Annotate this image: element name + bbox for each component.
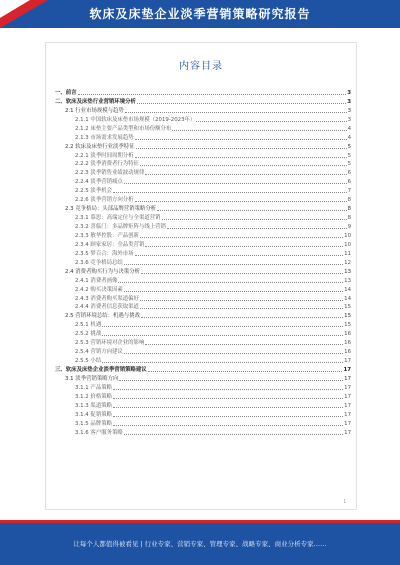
toc-entry-page: 4 (347, 134, 351, 141)
toc-title: 内容目录 (179, 61, 223, 72)
toc-entry[interactable] (55, 150, 351, 159)
toc-entry[interactable] (55, 284, 351, 293)
toc-dot-leader (145, 246, 343, 247)
toc-entry-text: 2.2.3 淡季销售业绩波动规律 (75, 170, 145, 177)
toc-entry-page: 3 (347, 116, 351, 123)
toc-entry-text: 2.4.3 消费者购买渠道偏好 (75, 295, 139, 302)
toc-entry-text: 2.2.2 淡季消费者行为特征 (75, 161, 139, 168)
toc-entry-text: 3.1.1 产品策略 (75, 384, 112, 391)
toc-entry[interactable] (55, 373, 351, 382)
toc-entry[interactable] (55, 114, 351, 123)
toc-dot-leader (124, 291, 343, 292)
toc-entry-page: 17 (344, 393, 351, 400)
toc-entry-text: 3.1.4 促销策略 (75, 411, 112, 418)
toc-entry-page: 6 (347, 179, 351, 186)
toc-entry[interactable] (55, 355, 351, 364)
toc-entry[interactable] (55, 319, 351, 328)
toc-entry-page: 3 (347, 107, 351, 114)
toc-dot-leader (125, 112, 347, 113)
toc-dot-leader (141, 273, 343, 274)
toc-entry[interactable] (55, 266, 351, 275)
toc-entry-page: 6 (347, 170, 351, 177)
toc-entry[interactable] (55, 123, 351, 132)
toc-entry-text: 2.3.6 竞争格局总结 (75, 259, 123, 266)
toc-dot-leader (113, 407, 343, 408)
toc-entry-text: 2.5.2 挑战 (75, 331, 102, 338)
footer-bar (0, 520, 400, 565)
toc-entry-text: 2.3.4 顾家家居：全品类营销 (75, 241, 145, 248)
toc-entry-page: 5 (347, 152, 351, 159)
toc-dot-leader (135, 139, 347, 140)
toc-entry-text: 2.4.1 消费者画像 (75, 277, 118, 284)
toc-dot-leader (172, 130, 346, 131)
toc-entry[interactable] (55, 105, 351, 114)
toc-entry-text: 2.3.5 梦百合：海外市场 (75, 250, 134, 257)
toc-entry-page: 15 (344, 304, 351, 311)
toc-entry[interactable] (55, 275, 351, 284)
toc-entry-text: 2.3 竞争格局：头部品牌营销策略分析 (65, 206, 157, 213)
toc-entry-text: 2.5.1 机遇 (75, 322, 102, 329)
toc-entry[interactable] (55, 409, 351, 418)
toc-entry-text: 2.3.3 敏华控股：产品创新 (75, 232, 139, 239)
toc-dot-leader (124, 264, 343, 265)
toc-entry-text: 2.3.1 慕思：高端定位与全渠道营销 (75, 215, 161, 222)
toc-entry-page: 16 (344, 340, 351, 347)
toc-entry-page: 8 (347, 215, 351, 222)
toc-entry-text: 2.1.1 中国软床及床垫市场规模（2019-2023年） (75, 116, 196, 123)
toc-dot-leader (196, 121, 346, 122)
page-number: 1 (343, 499, 346, 504)
toc-entry-text: 2.5.4 营销方向建议 (75, 349, 123, 356)
toc-entry-page: 14 (344, 295, 351, 302)
toc-entry[interactable] (55, 194, 351, 203)
toc-entry[interactable] (55, 391, 351, 400)
toc-dot-leader (124, 183, 347, 184)
toc-entry-text: 3.1 淡季营销策略方向 (65, 375, 119, 382)
toc-dot-leader (113, 192, 347, 193)
toc-entry[interactable] (55, 212, 351, 221)
toc-dot-leader (113, 389, 343, 390)
toc-dot-leader (167, 228, 347, 229)
toc-entry-page: 16 (344, 349, 351, 356)
toc-entry[interactable] (55, 221, 351, 230)
toc-entry[interactable] (55, 141, 351, 150)
toc-entry-page: 8 (347, 206, 351, 213)
toc-entry-text: 一、前言 (55, 89, 77, 96)
toc-entry-page: 4 (347, 125, 351, 132)
toc-entry-page: 10 (344, 232, 351, 239)
toc-entry[interactable] (55, 167, 351, 176)
toc-entry-page: 9 (347, 224, 351, 230)
toc-dot-leader (136, 148, 347, 149)
toc-entry[interactable] (55, 293, 351, 302)
toc-entry[interactable] (55, 230, 351, 239)
toc-dot-leader (124, 434, 343, 435)
toc-dot-leader (102, 362, 343, 363)
toc-entry[interactable] (55, 382, 351, 391)
toc-entry-text: 2.2.4 淡季营销痛点 (75, 179, 123, 186)
toc-entry-text: 2.3.2 喜临门：多品牌矩阵与线上营销 (75, 224, 166, 230)
toc-entry-page: 12 (344, 259, 351, 266)
toc-entry-text: 2.5.5 小结 (75, 358, 102, 365)
toc-entry[interactable] (55, 159, 351, 168)
toc-dot-leader (135, 255, 344, 256)
toc-dot-leader (102, 335, 343, 336)
toc-entry-page: 14 (344, 286, 351, 293)
toc-entry[interactable] (55, 337, 351, 346)
toc-dot-leader (162, 219, 347, 220)
toc-dot-leader (145, 344, 343, 345)
toc-entry[interactable] (55, 87, 351, 96)
report-title: 软床及床垫企业淡季营销策略研究报告 (89, 7, 311, 21)
toc-entry-text: 2.4.2 购买决策因素 (75, 286, 123, 293)
toc-dot-leader (102, 326, 343, 327)
toc-entry-page: 17 (344, 384, 351, 391)
toc-entry[interactable] (55, 328, 351, 337)
toc-entry-text: 3.1.2 价格策略 (75, 393, 112, 400)
toc-entry[interactable] (55, 257, 351, 266)
toc-dot-leader (119, 380, 343, 381)
toc-entry-page: 17 (344, 429, 351, 436)
toc-entry-text: 2.1.2 床垫主要产品类型和市场份额分布 (75, 125, 172, 132)
toc-dot-leader (113, 425, 343, 426)
toc-entry-page: 7 (347, 188, 351, 195)
toc-entry-text: 2.2.5 淡季机会 (75, 188, 112, 195)
toc-entry-page: 11 (344, 250, 351, 257)
toc-dot-leader (148, 371, 343, 372)
toc-entry[interactable] (55, 239, 351, 248)
toc-entry[interactable] (55, 176, 351, 185)
toc-dot-leader (135, 201, 347, 202)
toc-dot-leader (140, 308, 343, 309)
toc-entry-page: 3 (347, 98, 351, 105)
toc-entry[interactable] (55, 400, 351, 409)
toc-entry-text: 2.2.6 淡季营销方向分析 (75, 197, 134, 204)
toc-entry-text: 2.2 软床及床垫行业淡季特征 (65, 143, 135, 150)
toc-entry[interactable] (55, 418, 351, 427)
toc-entry[interactable] (55, 185, 351, 194)
toc-dot-leader (135, 157, 347, 158)
toc-dot-leader (118, 282, 343, 283)
toc-entry[interactable] (55, 310, 351, 319)
toc-entry-page: 16 (344, 331, 351, 338)
toc-dot-leader (140, 300, 343, 301)
toc-entry[interactable] (55, 96, 351, 105)
toc-entry-text: 2.5 营销环境总结：机遇与挑战 (65, 313, 140, 320)
toc-entry-text: 2.1.3 市场需求发展趋势 (75, 134, 134, 141)
toc-entry[interactable] (55, 302, 351, 311)
footer-stripe (0, 520, 400, 523)
toc-entry-text: 2.4 消费者购买行为与决策分析 (65, 268, 140, 275)
toc-entry-page: 5 (347, 161, 351, 168)
toc-entry-page: 15 (344, 313, 351, 320)
toc-entry[interactable] (55, 248, 351, 257)
toc-dot-leader (113, 398, 343, 399)
toc-entry-text: 3.1.5 品牌策略 (75, 420, 112, 427)
document-page (45, 42, 357, 510)
toc-entry-page: 17 (344, 358, 351, 365)
toc-entry-text: 2.4.4 消费者信息获取渠道 (75, 304, 139, 311)
toc-dot-leader (124, 353, 343, 354)
toc-dot-leader (113, 416, 343, 417)
toc-entry-page: 3 (347, 89, 351, 96)
toc-entry-page: 10 (344, 241, 351, 248)
toc-dot-leader (141, 317, 343, 318)
toc-entry-text: 2.5.3 营销环境对企业的影响 (75, 340, 145, 347)
toc-entry[interactable] (55, 132, 351, 141)
toc-entry-page: 17 (343, 367, 351, 373)
toc-entry-page: 5 (347, 143, 351, 150)
toc-entry-page: 17 (344, 402, 351, 409)
toc-entry-page: 13 (344, 277, 351, 284)
toc-dot-leader (157, 210, 346, 211)
toc-entry-page: 17 (344, 420, 351, 427)
toc-entry[interactable] (55, 203, 351, 212)
toc-entry-text: 3.1.6 客户服务策略 (75, 429, 123, 436)
toc-entry-page: 15 (344, 322, 351, 329)
toc-dot-leader (137, 103, 346, 104)
toc-dot-leader (140, 165, 347, 166)
toc-entry-page: 8 (347, 197, 351, 204)
toc-dot-leader (145, 174, 346, 175)
toc-entry[interactable] (55, 364, 351, 373)
toc-entry-page: 13 (344, 268, 351, 275)
toc-entry-page: 17 (344, 375, 351, 382)
toc-entry-text: 2.2.1 淡季时间周期分析 (75, 152, 134, 159)
toc-entry[interactable] (55, 427, 351, 436)
toc-dot-leader (78, 94, 347, 95)
toc-dot-leader (140, 237, 343, 238)
toc-entry-page: 17 (344, 411, 351, 418)
footer-slogan: 让每个人都值得被看见 | 行业专家、营销专家、管理专家、战略专家、商业分析专家…… (73, 540, 327, 548)
toc-entry-text: 3.1.3 渠道策略 (75, 402, 112, 409)
toc-entry-text: 二、软床及床垫行业营销环境分析 (55, 98, 136, 105)
toc-entry-text: 三、软床及床垫企业淡季营销策略建议 (55, 367, 147, 373)
toc-entry[interactable] (55, 346, 351, 355)
toc-list (55, 87, 351, 436)
header-bar (0, 0, 400, 28)
toc-entry-text: 2.1 行业市场规模与趋势 (65, 107, 124, 114)
